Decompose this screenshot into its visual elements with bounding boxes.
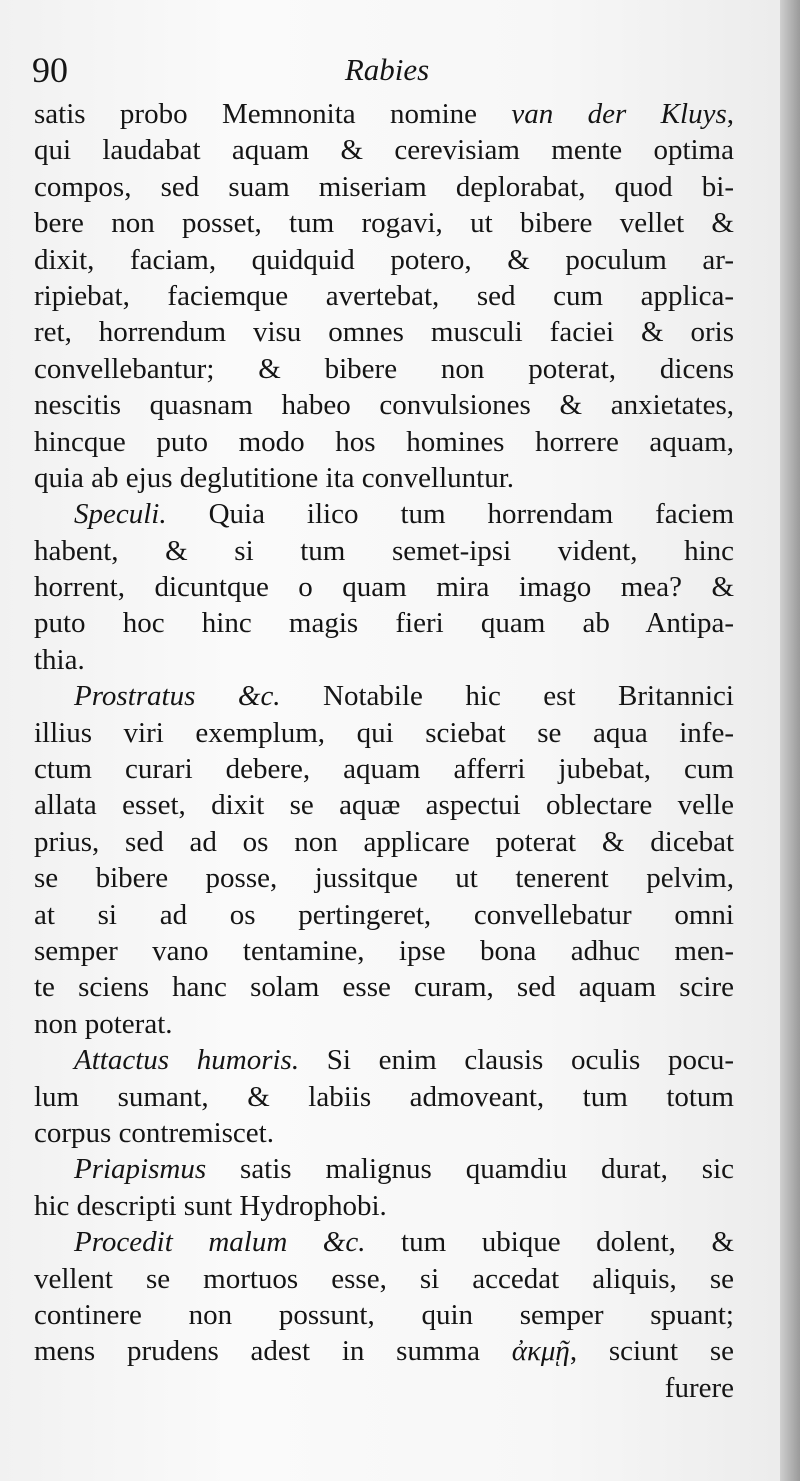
text-line	[34, 897, 734, 933]
text-run: illius viri exemplum, qui sciebat se aqua infe-	[34, 716, 734, 749]
italic-phrase: van der Kluys	[511, 98, 727, 130]
text-line	[34, 751, 734, 787]
text-line	[34, 642, 734, 678]
italic-phrase: Speculi.	[74, 498, 167, 531]
text-line	[34, 569, 734, 605]
text-line	[34, 678, 734, 714]
text-line	[34, 860, 734, 896]
text-run: lum sumant, & labiis admoveant, tum totum	[34, 1080, 734, 1113]
text-line	[34, 205, 734, 241]
page-edge-shadow	[780, 0, 800, 1481]
text-run: compos, sed suam miseriam deplorabat, quod bi-	[34, 170, 734, 203]
text-run: ctum curari debere, aquam afferri jubebat, cum	[34, 753, 734, 786]
text-run: ripiebat, faciemque avertebat, sed cum applica-	[34, 279, 734, 312]
italic-phrase: Procedit malum &c.	[74, 1226, 366, 1259]
text-run: nescitis quasnam habeo convulsiones & anxietates,	[34, 389, 734, 422]
text-run: horrent, dicuntque o quam mira imago mea? &	[34, 571, 734, 604]
text-line	[34, 1006, 734, 1042]
text-run: vellent se mortuos esse, si accedat aliquis, se	[34, 1262, 734, 1295]
text-line	[34, 1333, 734, 1369]
text-run: se bibere posse, jussitque ut tenerent pelvim,	[34, 862, 734, 895]
body-text	[34, 96, 734, 1406]
italic-phrase: Attactus humoris.	[74, 1044, 300, 1077]
text-line	[34, 169, 734, 205]
text-line	[34, 1261, 734, 1297]
page-header	[32, 48, 742, 92]
text-line	[34, 1151, 734, 1187]
text-run: bere non posset, tum rogavi, ut bibere vellet &	[34, 207, 734, 240]
text-line	[34, 787, 734, 823]
running-head: Rabies	[344, 52, 430, 87]
text-line	[34, 242, 734, 278]
text-run: habent, & si tum semet-ipsi vident, hinc	[34, 534, 734, 567]
text-line	[34, 605, 734, 641]
text-run: satis probo Memnonita nomine	[34, 98, 512, 130]
text-run: satis malignus quamdiu durat, sic	[206, 1153, 734, 1186]
text-run: qui laudabat aquam & cerevisiam mente optima	[34, 134, 734, 167]
text-run: furere	[664, 1371, 734, 1404]
text-line	[34, 1042, 734, 1078]
text-line	[34, 96, 734, 132]
italic-phrase: Priapismus	[74, 1153, 207, 1186]
text-run: continere non possunt, quin semper spuant;	[34, 1298, 734, 1331]
text-line	[34, 1115, 734, 1151]
text-run: quia ab ejus deglutitione ita convelluntur.	[34, 461, 515, 494]
text-line	[34, 387, 734, 423]
text-line	[34, 278, 734, 314]
text-run: , sciunt se	[569, 1335, 734, 1368]
text-line	[34, 1188, 734, 1224]
text-line	[34, 460, 734, 496]
text-run: corpus contremiscet.	[34, 1116, 274, 1149]
text-run: prius, sed ad os non applicare poterat & dicebat	[34, 825, 734, 858]
text-line	[34, 1297, 734, 1333]
italic-phrase: ἀκμῇ	[511, 1335, 570, 1368]
text-line	[34, 132, 734, 168]
text-line	[34, 969, 734, 1005]
text-line	[34, 824, 734, 860]
text-line	[34, 715, 734, 751]
text-run: te sciens hanc solam esse curam, sed aquam scire	[34, 971, 734, 1004]
text-run: non poterat.	[34, 1007, 173, 1040]
italic-phrase: Prostratus &c.	[74, 680, 281, 713]
text-line	[34, 1079, 734, 1115]
text-line	[34, 533, 734, 569]
text-run: allata esset, dixit se aquæ aspectui oblectare velle	[34, 789, 734, 822]
text-run: ,	[726, 98, 734, 130]
text-run: Si enim clausis oculis pocu-	[299, 1044, 734, 1077]
page-number: 90	[32, 50, 68, 90]
text-run: Quia ilico tum horrendam faciem	[166, 498, 734, 531]
text-line	[34, 351, 734, 387]
text-run: mens prudens adest in summa	[34, 1335, 512, 1368]
text-line	[34, 424, 734, 460]
text-run: thia.	[34, 643, 85, 676]
text-run: tum ubique dolent, &	[365, 1226, 735, 1259]
text-run: hincque puto modo hos homines horrere aquam,	[34, 425, 734, 458]
text-line	[34, 933, 734, 969]
text-line	[34, 1224, 734, 1260]
text-run: convellebantur; & bibere non poterat, dicens	[34, 352, 734, 385]
text-run: ret, horrendum visu omnes musculi faciei & oris	[34, 316, 734, 349]
text-run: hic descripti sunt Hydrophobi.	[34, 1189, 387, 1222]
text-run: semper vano tentamine, ipse bona adhuc men-	[34, 934, 734, 967]
text-run: at si ad os pertingeret, convellebatur omni	[34, 898, 734, 931]
text-line	[34, 496, 734, 532]
text-run: Notabile hic est Britannici	[280, 680, 734, 713]
text-run: puto hoc hinc magis fieri quam ab Antipa-	[34, 607, 734, 640]
text-run: dixit, faciam, quidquid potero, & poculum ar-	[34, 243, 734, 276]
text-line	[34, 1370, 734, 1406]
text-line	[34, 314, 734, 350]
